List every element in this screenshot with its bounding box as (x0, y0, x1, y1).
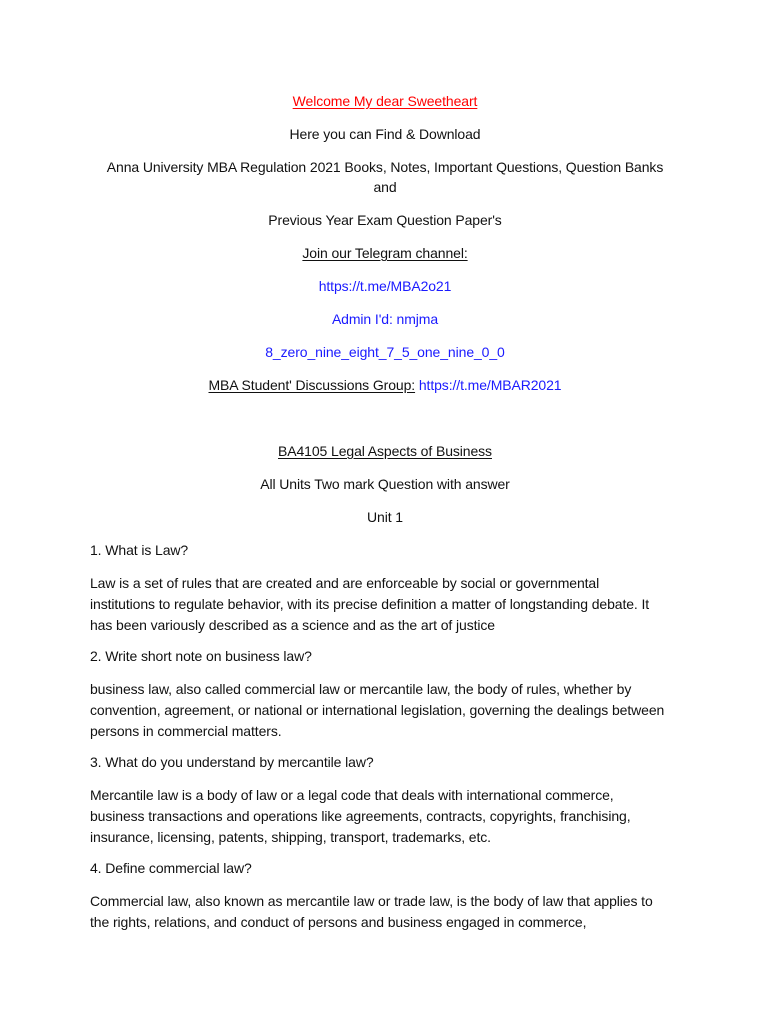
answer-1-line-2: institutions to regulate behavior, with its precise definition a matter of longstanding debate. It (90, 596, 650, 612)
answer-3-line-1: Mercantile law is a body of law or a legal code that deals with international commerce, (90, 787, 614, 803)
course-subtitle: All Units Two mark Question with answer (260, 476, 510, 492)
answer-4-line-1: Commercial law, also known as mercantile law or trade law, is the body of law that applies to (90, 893, 653, 909)
answer-3-line-3: insurance, licensing, patents, shipping, transport, trademarks, etc. (90, 829, 491, 845)
answer-4-line-2: the rights, relations, and conduct of persons and business engaged in commerce, (90, 914, 587, 930)
answer-2-line-1: business law, also called commercial law or mercantile law, the body of rules, whether by (90, 681, 632, 697)
question-2: 2. Write short note on business law? (90, 648, 312, 664)
answer-1-line-3: has been variously described as a science and as the art of justice (90, 617, 495, 633)
telegram-link-anchor[interactable]: https://t.me/MBA2o21 (318, 278, 452, 294)
answer-1-line-1: Law is a set of rules that are created and are enforceable by social or governmental (90, 575, 600, 591)
welcome-heading: Welcome My dear Sweetheart (292, 93, 478, 109)
find-download-text: Here you can Find & Download (289, 126, 481, 142)
answer-2-line-2: convention, agreement, or national or international legislation, governing the dealings between (90, 702, 665, 718)
question-3: 3. What do you understand by mercantile law? (90, 754, 374, 770)
books-line-2: and (373, 179, 397, 195)
previous-year-text: Previous Year Exam Question Paper's (268, 212, 502, 228)
discussion-group-label: MBA Student' Discussions Group: (208, 377, 416, 393)
unit-heading: Unit 1 (367, 509, 403, 525)
course-title: BA4105 Legal Aspects of Business (278, 443, 492, 459)
answer-2-line-3: persons in commercial matters. (90, 723, 282, 739)
join-telegram-label: Join our Telegram channel: (302, 245, 468, 261)
admin-id-text: Admin I'd: nmjma (331, 311, 439, 327)
telegram-link[interactable] (90, 276, 680, 297)
question-4: 4. Define commercial law? (90, 860, 252, 876)
answer-3-line-2: business transactions and operations like agreements, contracts, copyrights, franchising, (90, 808, 631, 824)
question-1: 1. What is Law? (90, 542, 189, 558)
discussion-group-line (90, 375, 680, 396)
books-line-1: Anna University MBA Regulation 2021 Books, Notes, Important Questions, Question Banks (106, 159, 664, 175)
admin-number-text: 8_zero_nine_eight_7_5_one_nine_0_0 (265, 344, 505, 360)
discussion-group-link[interactable]: https://t.me/MBAR2021 (418, 377, 562, 393)
